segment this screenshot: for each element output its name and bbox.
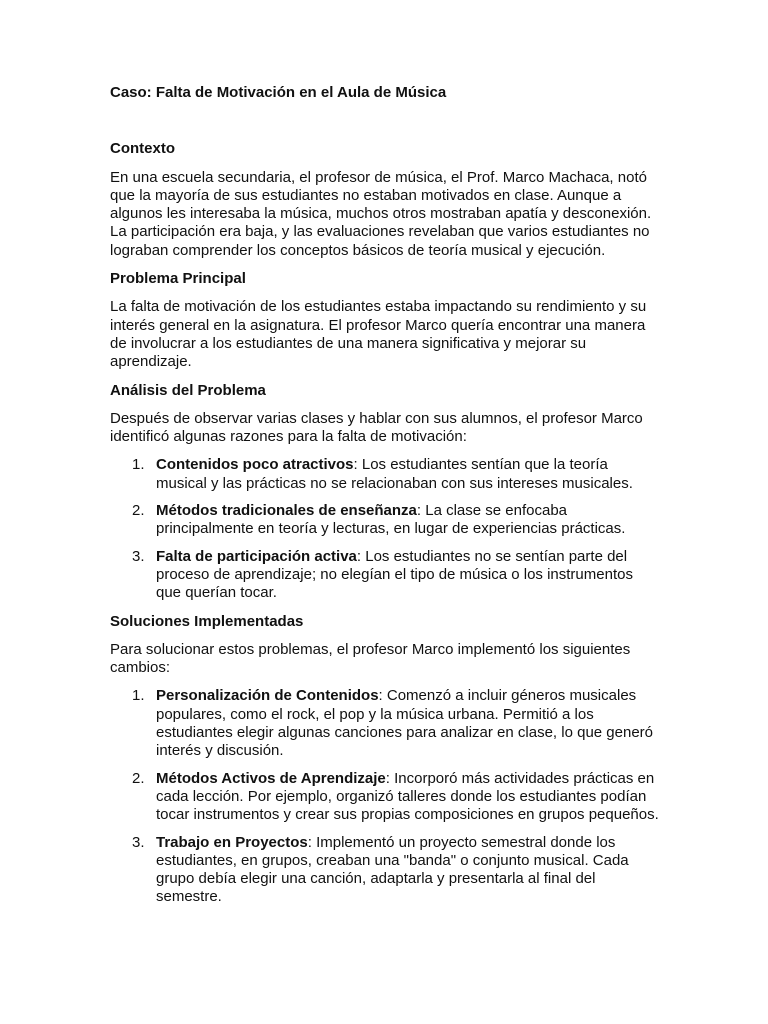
section-heading-analisis: Análisis del Problema — [110, 381, 266, 399]
list-item-text: : Comenzó a incluir géneros musicales populares, como el rock, el pop y la música urbana. Permitió a los estudiantes elegir algunas canciones para analizar en clase, lo que generó interés y discusión. — [156, 687, 653, 760]
document-title: Caso: Falta de Motivación en el Aula de Música — [110, 84, 447, 101]
list-item-term: Falta de participación activa — [156, 547, 357, 565]
list-number: 1. — [132, 456, 145, 474]
title-spacer — [110, 102, 662, 140]
list-item-text: : La clase se enfocaba principalmente en teoría y lecturas, en lugar de experiencias prácticas. — [156, 502, 626, 538]
paragraph-contexto: En una escuela secundaria, el profesor de música, el Prof. Marco Machaca, notó que la mayoría de sus estudiantes no estaban motivados en clase. Aunque a algunos les interesaba la música, muchos otros mostraban apatía y desconexión. La participación era baja, y las evaluaciones revelaban que varios estudiantes no lograban comprender los conceptos básicos de teoría musical y ejecución. — [110, 168, 652, 259]
list-item — [110, 548, 662, 603]
list-item-term: Contenidos poco atractivos — [156, 456, 354, 474]
list-number: 3. — [132, 547, 145, 565]
paragraph-soluciones-intro: Para solucionar estos problemas, el profesor Marco implementó los siguientes cambios: — [110, 640, 631, 677]
list-item-text: : Los estudiantes sentían que la teoría musical y las prácticas no se relacionaban con sus intereses musicales. — [156, 456, 633, 492]
list-item — [110, 770, 662, 825]
list-item-text: : Incorporó más actividades prácticas en cada lección. Por ejemplo, organizó talleres donde los estudiantes podían tocar instrumentos y crear sus propias composiciones en grupos pequeños. — [156, 769, 659, 824]
list-item-term: Métodos tradicionales de enseñanza — [156, 502, 417, 520]
list-number: 1. — [132, 687, 145, 705]
list-item-term: Personalización de Contenidos — [156, 687, 379, 705]
section-heading-problema: Problema Principal — [110, 270, 246, 288]
list-item — [110, 456, 662, 493]
document-page — [110, 84, 662, 917]
list-number: 2. — [132, 502, 145, 520]
paragraph-problema: La falta de motivación de los estudiantes estaba impactando su rendimiento y su interés general en la asignatura. El profesor Marco quería encontrar una manera de involucrar a los estudiantes de una manera significativa y mejorar su aprendizaje. — [110, 298, 647, 371]
list-item-text: : Los estudiantes no se sentían parte del proceso de aprendizaje; no elegían el tipo de música o los instrumentos que querían tocar. — [156, 547, 633, 602]
analisis-list — [110, 456, 662, 602]
section-heading-soluciones: Soluciones Implementadas — [110, 612, 304, 630]
list-item-term: Trabajo en Proyectos — [156, 833, 308, 851]
list-item-text: : Implementó un proyecto semestral donde los estudiantes, en grupos, creaban una "banda" o conjunto musical. Cada grupo debía elegir una canción, adaptarla y presentarla al final del semestre. — [156, 833, 629, 906]
paragraph-analisis-intro: Después de observar varias clases y hablar con sus alumnos, el profesor Marco identificó algunas razones para la falta de motivación: — [110, 409, 643, 446]
list-item — [110, 502, 662, 539]
section-heading-contexto: Contexto — [110, 140, 175, 158]
list-item — [110, 687, 662, 760]
list-number: 3. — [132, 833, 145, 851]
soluciones-list — [110, 687, 662, 906]
list-item-term: Métodos Activos de Aprendizaje — [156, 769, 386, 787]
list-item — [110, 834, 662, 907]
list-number: 2. — [132, 769, 145, 787]
